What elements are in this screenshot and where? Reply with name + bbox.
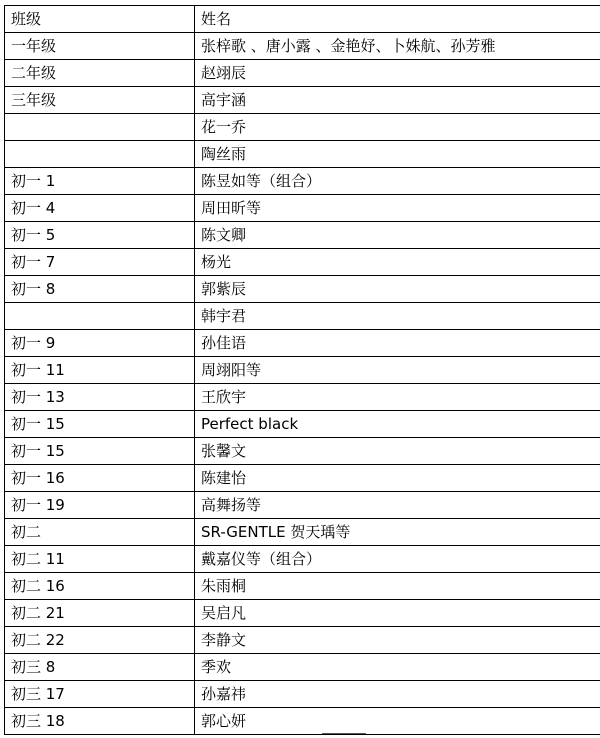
name-cell: 郭紫辰 <box>195 276 600 303</box>
class-cell: 初二 <box>5 519 195 546</box>
class-cell: 初三 18 <box>5 708 195 735</box>
class-cell: 初一 8 <box>5 276 195 303</box>
class-cell: 初三 17 <box>5 681 195 708</box>
class-cell: 初一 15 <box>5 411 195 438</box>
name-cell: 季欢 <box>195 654 600 681</box>
table-row <box>5 60 600 87</box>
class-cell: 初二 11 <box>5 546 195 573</box>
name-cell: 杨光 <box>195 249 600 276</box>
class-cell: 初一 15 <box>5 438 195 465</box>
table-row <box>5 168 600 195</box>
name-cell: 王欣宇 <box>195 384 600 411</box>
table-row <box>5 114 600 141</box>
class-cell: 初一 19 <box>5 492 195 519</box>
name-cell: 周田昕等 <box>195 195 600 222</box>
name-cell: SR-GENTLE 贺天瑀等 <box>195 519 600 546</box>
class-cell: 初二 22 <box>5 627 195 654</box>
name-cell: 花一乔 <box>195 114 600 141</box>
name-cell: 孙嘉祎 <box>195 681 600 708</box>
name-cell: 郭心妍 <box>195 708 600 735</box>
class-cell: 初一 4 <box>5 195 195 222</box>
table-row <box>5 141 600 168</box>
table-row <box>5 627 600 654</box>
name-cell: 陶丝雨 <box>195 141 600 168</box>
table-row <box>5 654 600 681</box>
table-row <box>5 357 600 384</box>
table-row <box>5 492 600 519</box>
name-cell: 周翊阳等 <box>195 357 600 384</box>
table-row <box>5 195 600 222</box>
table-row <box>5 438 600 465</box>
table-row <box>5 276 600 303</box>
name-cell: 戴嘉仪等（组合） <box>195 546 600 573</box>
class-cell: 初二 16 <box>5 573 195 600</box>
table-row <box>5 33 600 60</box>
name-cell: 朱雨桐 <box>195 573 600 600</box>
roster-table-body <box>5 6 600 735</box>
header-name-cell: 姓名 <box>195 6 600 33</box>
class-cell: 初一 9 <box>5 330 195 357</box>
name-cell: Perfect black <box>195 411 600 438</box>
name-cell: 李静文 <box>195 627 600 654</box>
name-cell: 张馨文 <box>195 438 600 465</box>
table-header-row <box>5 6 600 33</box>
table-row <box>5 708 600 735</box>
table-row <box>5 600 600 627</box>
name-cell: 张梓歌 、唐小露 、金艳妤、卜姝航、孙芳雅 <box>195 33 600 60</box>
class-cell: 初一 7 <box>5 249 195 276</box>
table-row <box>5 330 600 357</box>
class-cell: 二年级 <box>5 60 195 87</box>
table-row <box>5 519 600 546</box>
class-cell: 初三 8 <box>5 654 195 681</box>
name-cell: 高宇涵 <box>195 87 600 114</box>
class-cell: 初一 16 <box>5 465 195 492</box>
class-cell: 初一 1 <box>5 168 195 195</box>
name-cell: 韩宇君 <box>195 303 600 330</box>
name-cell: 吴启凡 <box>195 600 600 627</box>
class-cell <box>5 303 195 330</box>
table-row <box>5 384 600 411</box>
class-cell <box>5 141 195 168</box>
roster-table <box>4 5 600 735</box>
name-cell: 陈建怡 <box>195 465 600 492</box>
table-row <box>5 411 600 438</box>
class-cell: 初二 21 <box>5 600 195 627</box>
table-row <box>5 222 600 249</box>
table-row <box>5 681 600 708</box>
name-cell: 孙佳语 <box>195 330 600 357</box>
class-cell: 初一 11 <box>5 357 195 384</box>
class-cell: 一年级 <box>5 33 195 60</box>
class-cell: 三年级 <box>5 87 195 114</box>
name-cell: 陈文卿 <box>195 222 600 249</box>
header-class-cell: 班级 <box>5 6 195 33</box>
class-cell: 初一 13 <box>5 384 195 411</box>
bottom-edge-mark <box>322 733 366 737</box>
class-cell <box>5 114 195 141</box>
table-row <box>5 573 600 600</box>
name-cell: 赵翊辰 <box>195 60 600 87</box>
table-row <box>5 303 600 330</box>
class-cell: 初一 5 <box>5 222 195 249</box>
name-cell: 陈昱如等（组合） <box>195 168 600 195</box>
table-row <box>5 465 600 492</box>
table-row <box>5 87 600 114</box>
name-cell: 高舞扬等 <box>195 492 600 519</box>
table-row <box>5 249 600 276</box>
table-row <box>5 546 600 573</box>
